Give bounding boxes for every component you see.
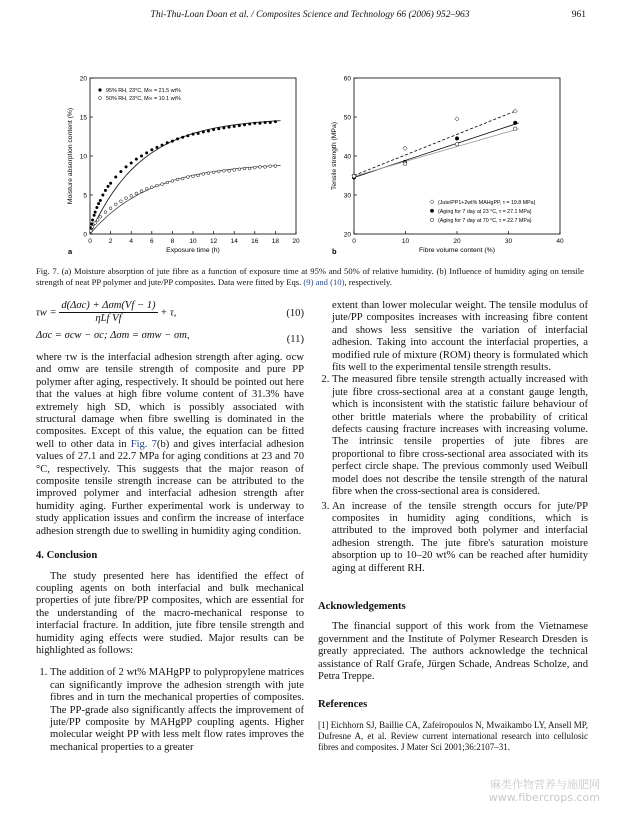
- paragraph-conclusion: The study presented here has identified the effect of coupling agents on both interfacial and bulk mechanical properties of jute fibre/PP composites, which are essential for the understanding of the macro-mechanical response to interfacial fracture. In addition, jute fibre tensile strength and humidity aging effects were studied. Major results can be highlighted as follows:: [36, 570, 304, 656]
- y-tick-label: 50: [343, 114, 351, 122]
- y-tick-label: 20: [343, 231, 351, 239]
- data-point-2: [513, 127, 517, 131]
- data-point-50rh: [145, 187, 148, 190]
- y-tick-label: 40: [343, 153, 351, 161]
- data-point-95rh: [145, 151, 148, 154]
- x-tick-label: 10: [401, 238, 410, 245]
- legend-marker-95rh: [98, 88, 101, 91]
- fit-line-2: [354, 129, 519, 177]
- conclusion-item-1-cont: extent than lower molecular weight. The tensile modulus of jute/PP composites increases with increasing fibre content and shows less sensitive the variation of interfacial adhesion. Taking into account the interfacial properties, a modified rule of mixture (ROM) theory is formulated which fits well to the experimental tensile strength results.: [332, 300, 588, 374]
- data-point-50rh: [192, 175, 195, 178]
- caption-text-2: , respectively.: [344, 277, 392, 287]
- equation-11: [36, 330, 304, 352]
- eq10-fraction: [59, 300, 157, 326]
- legend-label-2: (Aging for 7 day at 70 °C, τ = 22.7 MPa): [438, 218, 532, 224]
- x-tick-label: 20: [453, 238, 461, 245]
- watermark: [489, 778, 600, 804]
- data-point-50rh: [186, 176, 189, 179]
- data-point-0: [513, 109, 517, 113]
- data-point-50rh: [181, 177, 184, 180]
- legend-marker-0: [430, 200, 434, 204]
- data-point-95rh: [243, 123, 246, 126]
- data-point-0: [403, 146, 407, 150]
- data-point-50rh: [109, 207, 112, 210]
- y-tick-label: 0: [83, 231, 87, 239]
- data-point-95rh: [217, 127, 220, 130]
- data-point-50rh: [202, 173, 205, 176]
- data-point-50rh: [130, 194, 133, 197]
- x-tick-label: 14: [230, 238, 238, 245]
- data-point-95rh: [264, 121, 267, 124]
- data-point-95rh: [130, 162, 133, 165]
- conclusion-item-2: 2. The measured fibre tensile strength actually increased with jute fibre cross-sectional area at a constant gauge length, which is inconsistent with the statistic failure behaviour of other brittle materials where the probability of critical defects causing fracture increases with increasing volume. The intrinsic tensile properties of jute fibres are proportional to fibre cross-sectional area associated with its perfect circle shape. The previous commonly used Weibull model does not describe the tensile strength of the natural fibre when the cross-sectional area is considered.: [332, 374, 588, 498]
- data-point-95rh: [222, 126, 225, 129]
- data-point-2: [352, 174, 356, 178]
- data-point-50rh: [89, 229, 92, 232]
- data-point-50rh: [91, 226, 94, 229]
- y-tick-label: 10: [79, 153, 87, 161]
- x-tick-label: 10: [189, 238, 197, 245]
- data-point-95rh: [238, 124, 241, 127]
- data-point-95rh: [228, 126, 231, 129]
- data-point-95rh: [212, 128, 215, 131]
- data-point-95rh: [95, 206, 98, 209]
- legend-marker-1: [430, 209, 433, 212]
- data-point-95rh: [269, 121, 272, 124]
- data-point-95rh: [176, 137, 179, 140]
- ack-paragraph: The financial support of this work from the Vietnamese government and the Institute of Polymer Research Dresden is greatly appreciated. The authors acknowledge the technical assistance of Ralf Grafe, Jürgen Schade, Andreas Scholze, and Petra Treppe.: [318, 621, 588, 682]
- data-point-50rh: [150, 186, 153, 189]
- eq10-tail: + τ,: [160, 307, 177, 319]
- legend-marker-50rh: [99, 97, 102, 100]
- data-point-95rh: [202, 130, 205, 133]
- data-point-50rh: [233, 169, 236, 172]
- eq10-lhs: τw =: [36, 307, 57, 319]
- paragraph-aging: [36, 352, 304, 538]
- data-point-50rh: [264, 166, 267, 169]
- y-axis-label: Moisture absorption content (%): [67, 107, 74, 205]
- data-point-1: [513, 121, 517, 125]
- data-point-95rh: [155, 146, 158, 149]
- data-point-95rh: [197, 132, 200, 135]
- data-point-50rh: [125, 197, 128, 200]
- fit-line-0: [354, 111, 515, 175]
- data-point-0: [455, 117, 459, 121]
- data-point-50rh: [212, 171, 215, 174]
- data-point-95rh: [161, 144, 164, 147]
- data-point-95rh: [90, 222, 93, 225]
- data-point-50rh: [228, 169, 231, 172]
- conclusion-list: [36, 667, 304, 754]
- conclusion-item-1: 1. The addition of 2 wt% MAHgPP to polypropylene matrices can significantly improve the adhesion strength with jute fibres and in turn the mechanical properties of composites. The PP-grade also significantly affects the improvement of jute/PP composite by MAHgPP coupling agents. Higher molecular weight PP with less melt flow rates improves the mechanical properties to a greater: [50, 667, 304, 754]
- equation-10: [36, 300, 304, 330]
- data-point-50rh: [94, 222, 97, 225]
- eq10-denominator: ηLf Vf: [95, 313, 122, 325]
- data-point-50rh: [140, 190, 143, 193]
- data-point-95rh: [97, 202, 100, 205]
- references-heading: References: [318, 699, 368, 711]
- running-header: [0, 10, 620, 24]
- y-tick-label: 30: [343, 192, 351, 200]
- data-point-95rh: [171, 140, 174, 143]
- eq11-number: (11): [286, 334, 304, 345]
- data-point-95rh: [99, 199, 102, 202]
- data-point-50rh: [104, 211, 107, 214]
- data-point-50rh: [120, 200, 123, 203]
- page-number: 961: [571, 10, 586, 20]
- data-point-95rh: [258, 122, 261, 125]
- x-tick-label: 6: [149, 238, 154, 245]
- data-point-95rh: [140, 155, 143, 158]
- x-axis-label: Exposure time (h): [166, 247, 220, 254]
- data-point-50rh: [135, 192, 138, 195]
- panel-label: b: [332, 247, 337, 256]
- data-point-95rh: [107, 185, 110, 188]
- y-tick-label: 5: [83, 192, 87, 200]
- watermark-line-2: www.fibercrops.com: [488, 791, 600, 804]
- data-point-95rh: [207, 130, 210, 133]
- conclusion-item-3: 3. An increase of the tensile strength occurs for jute/PP composites in humidity aging conditions, which is attributed to the improved both polymer and interfacial adhesion strength. The jute fibre's saturation moisture absorption up to 10–20 wt% can be reached after humidity aging at different RH.: [332, 501, 588, 575]
- data-point-2: [455, 143, 459, 147]
- data-point-50rh: [114, 203, 117, 206]
- data-point-95rh: [150, 148, 153, 151]
- data-point-50rh: [248, 167, 251, 170]
- data-point-50rh: [171, 180, 174, 183]
- data-point-95rh: [125, 165, 128, 168]
- data-point-50rh: [207, 172, 210, 175]
- data-point-50rh: [197, 174, 200, 177]
- caption-label: Fig. 7.: [36, 266, 59, 276]
- reference-1: [1] Eichhorn SJ, Baillie CA, Zafeiropoulos N, Mwaikambo LY, Ansell MP, Dufresne A, et al. Review current international research into cellulosic fibres and composites. J Mater Sci 2001;36:2107–31.: [318, 719, 588, 752]
- data-point-50rh: [223, 169, 226, 172]
- legend-label-0: (Jute/PP1+2wt% MAHgPP, τ = 19.8 MPa): [438, 200, 536, 206]
- data-point-2: [403, 162, 407, 166]
- ack-heading: Acknowledgements: [318, 600, 406, 612]
- data-point-95rh: [248, 123, 251, 126]
- section-conclusion-heading: 4. Conclusion: [36, 550, 98, 562]
- data-point-50rh: [217, 170, 220, 173]
- data-point-50rh: [99, 215, 102, 218]
- data-point-95rh: [114, 176, 117, 179]
- eq10-number: (10): [286, 308, 304, 319]
- legend-label-1: (Aging for 7 day at 23 °C, τ = 27.1 MPa): [438, 209, 532, 215]
- data-point-50rh: [259, 166, 262, 169]
- y-tick-label: 20: [79, 75, 87, 83]
- x-tick-label: 16: [251, 238, 259, 245]
- caption-eq-link[interactable]: (9) and (10): [303, 277, 345, 287]
- fig7-link[interactable]: Fig. 7: [130, 438, 157, 450]
- data-point-95rh: [94, 211, 97, 214]
- eq11-text: Δσc = σcw − σc; Δσm = σmw − σm,: [36, 330, 190, 341]
- caption-text-1: (a) Moisture absorption of jute fibre as a function of exposure time at 95% and 50% of relative humidity. (b) Influence of humidity aging on tensile strength of neat PP polymer and jute/PP composites. Data were fitted by Eqs.: [36, 266, 584, 287]
- legend-label-95rh: 95% RH, 23°C, M∞ = 21.5 wt%: [106, 88, 181, 94]
- chart-moisture-absorption: [56, 68, 306, 258]
- data-point-50rh: [253, 166, 256, 169]
- chart-tensile-strength: [320, 68, 570, 258]
- x-tick-label: 2: [108, 238, 113, 245]
- data-point-95rh: [166, 141, 169, 144]
- data-point-95rh: [181, 136, 184, 139]
- x-tick-label: 18: [271, 238, 280, 245]
- panel-label: a: [68, 247, 73, 256]
- x-tick-label: 30: [504, 238, 513, 245]
- figure-caption: [36, 266, 584, 288]
- right-column: [318, 300, 588, 753]
- data-point-95rh: [253, 122, 256, 125]
- data-point-50rh: [274, 165, 277, 168]
- data-point-95rh: [101, 194, 104, 197]
- x-tick-label: 4: [129, 238, 134, 245]
- conclusion-list-cont: [318, 374, 588, 575]
- y-tick-label: 60: [343, 75, 351, 83]
- x-axis-label: Fibre volume content (%): [419, 247, 495, 254]
- para-aging-a: where τw is the interfacial adhesion strength after aging. σcw and σmw are tensile strength of composite and pure PP polymer after aging, respectively. It should be pointed out here that the values at high fibre volume content of 31.3% have extremely high SD, which is possibly associated with structural damage when fibre swelling is dominated in the composites. Except of this value, the equation can be fitted well to other data in: [36, 352, 304, 450]
- data-point-95rh: [93, 214, 96, 217]
- data-point-95rh: [119, 170, 122, 173]
- para-aging-b: (b) and gives interfacial adhesion values of 27.1 and 22.7 MPa for aging conditions at 23 and 70 °C, respectively. This suggests that the major reason of composite tensile strength increase can be attributed to the improved polymer and interfacial adhesion strength after humidity aging. Further experimental work is underway to study application issues and confirm the increase of interface adhesion strength due to swelling in humidity aging condition.: [36, 438, 304, 537]
- data-point-95rh: [109, 182, 112, 185]
- left-column: [36, 300, 304, 756]
- data-point-50rh: [156, 184, 159, 187]
- data-point-95rh: [186, 134, 189, 137]
- data-point-95rh: [135, 158, 138, 161]
- legend-marker-2: [430, 218, 433, 221]
- x-tick-label: 0: [88, 238, 92, 245]
- data-point-50rh: [176, 178, 179, 181]
- data-point-1: [455, 137, 459, 141]
- x-tick-label: 0: [352, 238, 356, 245]
- data-point-50rh: [269, 165, 272, 168]
- data-point-95rh: [233, 125, 236, 128]
- data-point-50rh: [238, 168, 241, 171]
- data-point-50rh: [96, 219, 99, 222]
- data-point-50rh: [166, 181, 169, 184]
- data-point-95rh: [192, 133, 195, 136]
- legend-label-50rh: 50% RH, 23°C, M∞ = 10.1 wt%: [106, 96, 181, 102]
- y-axis-label: Tensile strength (MPa): [331, 122, 338, 190]
- data-point-50rh: [243, 167, 246, 170]
- data-point-95rh: [104, 189, 107, 192]
- fit-curve-50rh: [90, 165, 281, 234]
- data-point-95rh: [274, 120, 277, 123]
- data-point-95rh: [91, 218, 94, 221]
- eq10-numerator: d(Δσc) + Δσm(Vf − 1): [59, 300, 157, 313]
- x-tick-label: 12: [209, 238, 218, 245]
- x-tick-label: 40: [556, 238, 564, 245]
- y-tick-label: 15: [79, 114, 87, 122]
- data-point-50rh: [161, 183, 164, 186]
- journal-citation: Thi-Thu-Loan Doan et al. / Composites Science and Technology 66 (2006) 952–963: [150, 10, 470, 20]
- x-tick-label: 8: [170, 238, 175, 245]
- watermark-line-1: 麻类作物营养与施肥网: [490, 778, 600, 791]
- x-tick-label: 20: [292, 238, 300, 245]
